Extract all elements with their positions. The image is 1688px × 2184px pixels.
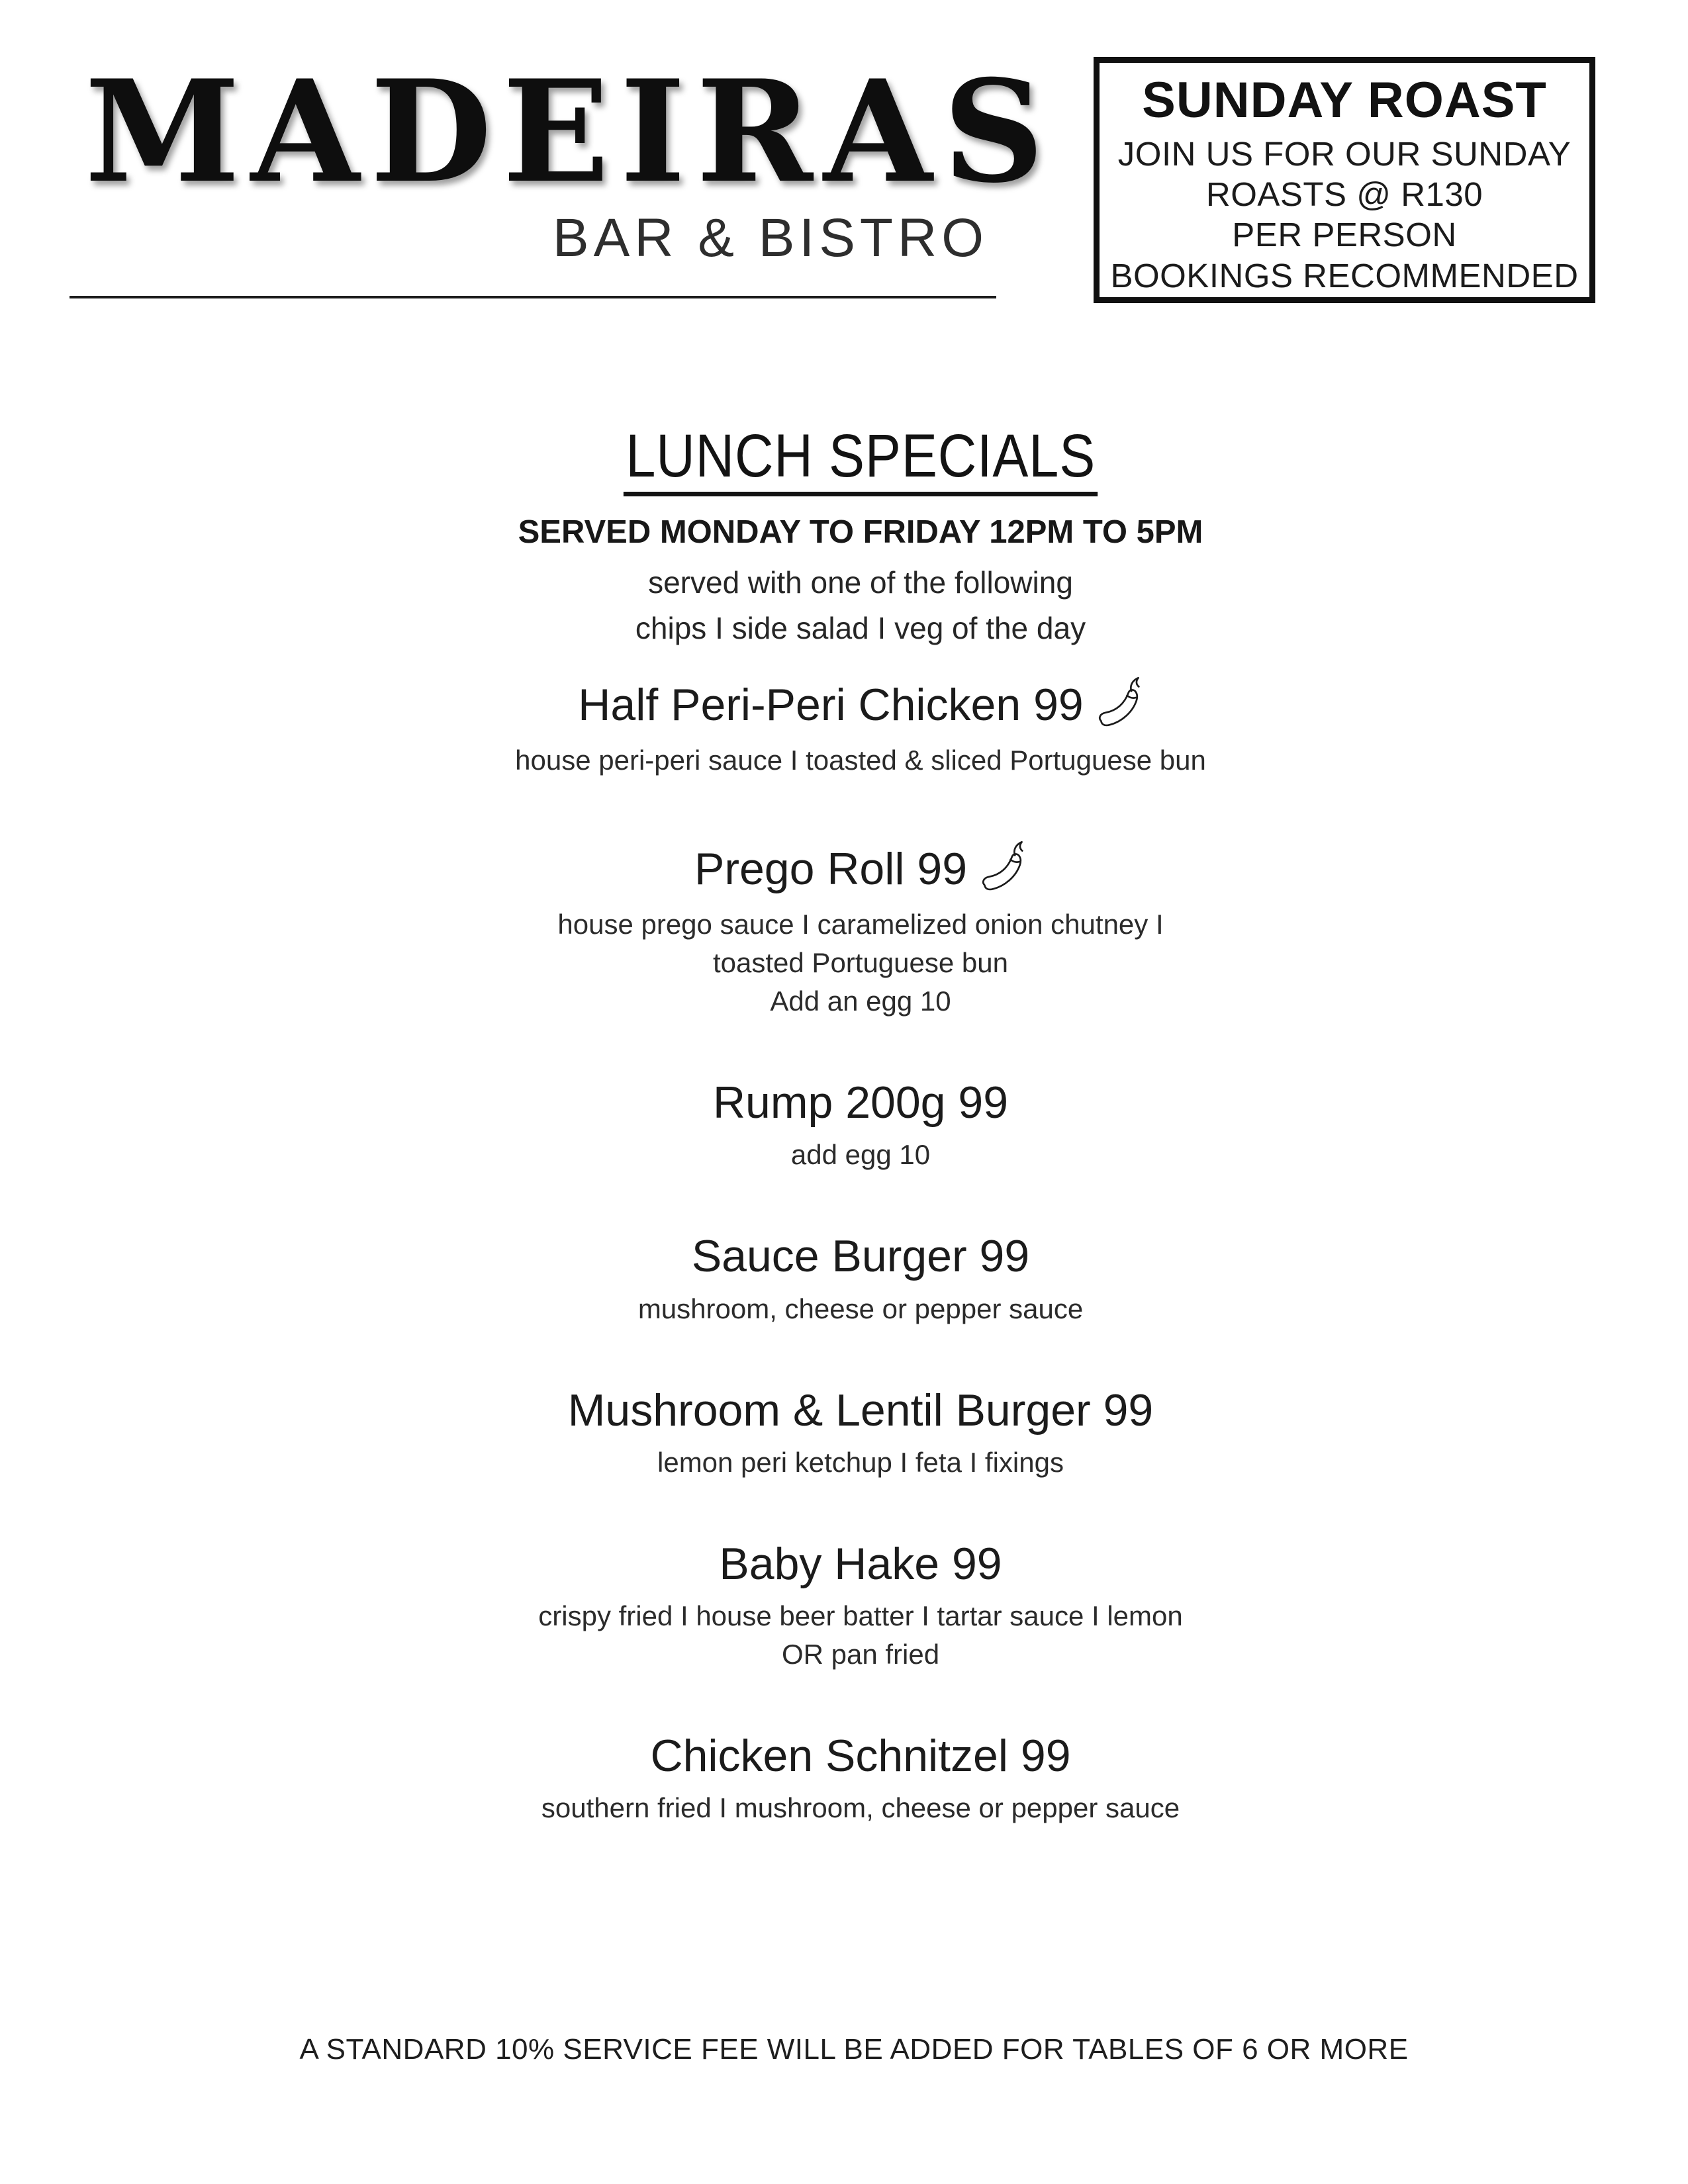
- menu-item-name: Half Peri-Peri Chicken: [578, 680, 1021, 731]
- menu-item-title: [33, 1537, 1688, 1590]
- menu-item: [33, 1076, 1688, 1174]
- menu-item-desc-line: house peri-peri sauce I toasted & sliced Portuguese bun: [515, 745, 1206, 776]
- restaurant-name: MADEIRAS: [85, 49, 1055, 214]
- served-hours: SERVED MONDAY TO FRIDAY 12PM TO 5PM: [518, 514, 1203, 551]
- sunday-roast-line: PER PERSON: [1232, 216, 1457, 254]
- menu-item-desc-line: southern fried I mushroom, cheese or pepper sauce: [541, 1792, 1180, 1824]
- lunch-specials-heading: LUNCH SPECIALS: [624, 424, 1098, 496]
- menu-item-title: [33, 835, 1688, 899]
- menu-item-desc-line: add egg 10: [790, 1139, 931, 1171]
- menu-item-price: 99: [979, 1231, 1030, 1282]
- menu-item-desc-line: house prego sauce I caramelized onion chutney I: [557, 909, 1164, 940]
- served-with-note: [33, 560, 1688, 651]
- menu-item-name: Baby Hake: [719, 1538, 940, 1589]
- menu-item-name: Chicken Schnitzel: [650, 1730, 1008, 1781]
- header-divider-line: [70, 296, 996, 298]
- menu-item-desc: [33, 741, 1688, 780]
- menu-item-desc-line: Add an egg 10: [770, 985, 951, 1017]
- menu-item: [33, 1729, 1688, 1827]
- menu-item-name: Rump 200g: [712, 1077, 946, 1128]
- service-fee-note: A STANDARD 10% SERVICE FEE WILL BE ADDED FOR TABLES OF 6 OR MORE: [299, 2033, 1409, 2066]
- restaurant-tagline: BAR & BISTRO: [552, 207, 988, 268]
- menu-item-desc-line: mushroom, cheese or pepper sauce: [637, 1293, 1084, 1324]
- restaurant-logo: [85, 49, 1055, 269]
- sides-line: chips I side salad I veg of the day: [635, 611, 1086, 646]
- menu-item: [33, 671, 1688, 780]
- menu-item: [33, 1230, 1688, 1328]
- menu-item: [33, 1384, 1688, 1482]
- menu-item-price: 99: [1033, 680, 1084, 731]
- chili-pepper-icon: [978, 835, 1027, 899]
- menu-item-desc: [33, 1597, 1688, 1674]
- menu-item-desc: [33, 1443, 1688, 1482]
- sunday-roast-title: SUNDAY ROAST: [1142, 72, 1547, 128]
- menu-item-name: Mushroom & Lentil Burger: [567, 1385, 1091, 1435]
- menu-item-desc-line: OR pan fried: [781, 1638, 940, 1670]
- menu-item-title: [33, 1076, 1688, 1129]
- menu-item: [33, 835, 1688, 1021]
- menu-item-name: Prego Roll: [694, 844, 905, 895]
- sunday-roast-promo-box: [1094, 57, 1595, 303]
- menu-item-desc-line: crispy fried I house beer batter I tartar sauce I lemon: [538, 1600, 1183, 1631]
- menu-item-title: [33, 1230, 1688, 1283]
- menu-item-name: Sauce Burger: [691, 1231, 967, 1282]
- menu-items: [33, 671, 1688, 1827]
- chili-pepper-icon: [1094, 671, 1143, 735]
- menu-item: [33, 1537, 1688, 1674]
- served-with-line: served with one of the following: [648, 565, 1073, 600]
- menu-item-desc: [33, 1136, 1688, 1174]
- menu-item-title: [33, 1384, 1688, 1437]
- menu-item-title: [33, 1729, 1688, 1782]
- menu-item-price: 99: [958, 1077, 1009, 1128]
- menu-item-desc: [33, 905, 1688, 1021]
- menu-item-price: 99: [1020, 1730, 1071, 1781]
- menu-item-desc-line: lemon peri ketchup I feta I fixings: [657, 1446, 1064, 1478]
- menu-item-price: 99: [1103, 1385, 1154, 1435]
- menu-item-price: 99: [917, 844, 968, 895]
- menu-item-desc: [33, 1290, 1688, 1328]
- sunday-roast-line: BOOKINGS RECOMMENDED: [1110, 256, 1579, 295]
- menu-item-desc: [33, 1789, 1688, 1827]
- sunday-roast-line: JOIN US FOR OUR SUNDAY: [1117, 135, 1571, 173]
- menu-item-title: [33, 671, 1688, 735]
- menu-item-price: 99: [951, 1538, 1002, 1589]
- lunch-specials-section: [0, 424, 1688, 1883]
- menu-item-desc-line: toasted Portuguese bun: [712, 947, 1008, 979]
- sunday-roast-line: ROASTS @ R130: [1205, 175, 1483, 214]
